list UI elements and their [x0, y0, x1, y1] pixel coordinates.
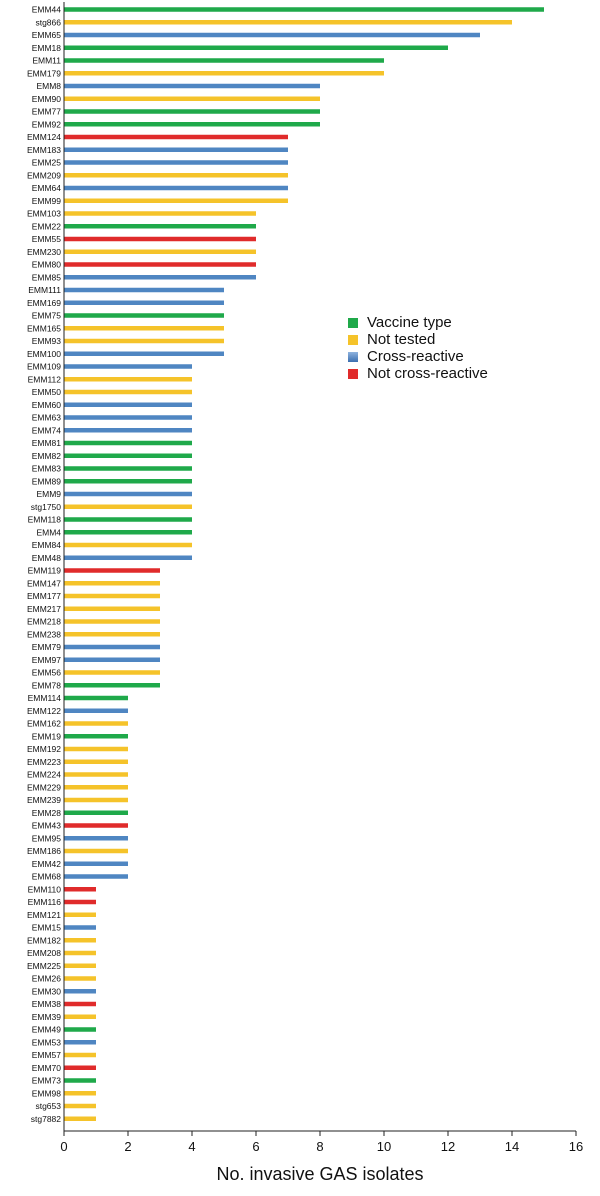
- x-tick-label-4: 4: [188, 1139, 196, 1154]
- category-label-emm83: EMM83: [31, 463, 61, 474]
- category-label-emm116: EMM116: [27, 897, 61, 907]
- category-label-emm230: EMM230: [26, 246, 61, 257]
- category-label-emm97: EMM97: [31, 654, 61, 665]
- bar-emm122: [64, 709, 128, 714]
- category-label-emm169: EMM169: [26, 297, 61, 308]
- category-label-emm183: EMM183: [26, 144, 61, 155]
- bar-emm114: [64, 696, 128, 701]
- x-tick-label-16: 16: [568, 1139, 584, 1154]
- bar-emm229: [64, 785, 128, 790]
- category-label-emm63: EMM63: [31, 412, 61, 423]
- category-label-emm56: EMM56: [31, 667, 61, 678]
- category-label-emm90: EMM90: [31, 93, 61, 104]
- category-label-emm162: EMM162: [26, 718, 61, 729]
- bar-stg653: [64, 1104, 96, 1109]
- bar-emm89: [64, 479, 192, 484]
- category-label-emm209: EMM209: [26, 170, 61, 181]
- bar-emm9: [64, 492, 192, 497]
- category-label-emm82: EMM82: [31, 450, 61, 461]
- category-label-emm48: EMM48: [31, 552, 61, 563]
- bar-emm79: [64, 645, 160, 650]
- category-label-emm122: EMM122: [26, 705, 61, 716]
- category-label-emm182: EMM182: [26, 935, 61, 946]
- bar-emm103: [64, 211, 256, 216]
- bar-emm60: [64, 403, 192, 408]
- category-labels: [27, 5, 61, 1124]
- bar-emm111: [64, 288, 224, 293]
- category-label-emm64: EMM64: [31, 183, 61, 193]
- legend-swatch-not-tested: [348, 335, 358, 345]
- category-label-emm124: EMM124: [26, 132, 61, 142]
- bar-emm49: [64, 1027, 96, 1032]
- bar-emm53: [64, 1040, 96, 1045]
- category-label-emm119: EMM119: [27, 565, 61, 576]
- bars-group: [64, 7, 544, 1121]
- bar-emm98: [64, 1091, 96, 1096]
- bar-emm78: [64, 683, 160, 688]
- category-label-emm218: EMM218: [26, 616, 61, 627]
- bar-emm169: [64, 301, 224, 306]
- category-label-emm26: EMM26: [31, 973, 61, 984]
- category-label-emm118: EMM118: [27, 514, 61, 525]
- x-tick-label-6: 6: [252, 1139, 260, 1154]
- legend-label-not-tested: Not tested: [367, 331, 436, 348]
- category-label-emm53: EMM53: [31, 1037, 61, 1048]
- category-label-emm217: EMM217: [26, 603, 61, 614]
- bar-emm30: [64, 989, 96, 994]
- category-label-emm8: EMM8: [36, 81, 61, 91]
- legend: [348, 314, 488, 382]
- bar-emm26: [64, 976, 96, 981]
- bar-emm75: [64, 313, 224, 318]
- bar-stg7882: [64, 1117, 96, 1122]
- category-label-emm239: EMM239: [26, 795, 61, 805]
- x-tick-label-2: 2: [124, 1139, 132, 1154]
- category-label-emm186: EMM186: [26, 846, 61, 856]
- category-label-emm225: EMM225: [26, 960, 61, 971]
- category-label-emm18: EMM18: [31, 42, 61, 53]
- bar-emm15: [64, 925, 96, 930]
- bar-emm65: [64, 33, 480, 38]
- bar-emm82: [64, 454, 192, 459]
- bar-emm217: [64, 607, 160, 612]
- category-label-emm49: EMM49: [31, 1024, 61, 1035]
- category-label-emm4: EMM4: [36, 527, 61, 538]
- category-label-emm77: EMM77: [31, 106, 61, 117]
- category-label-emm99: EMM99: [31, 195, 61, 206]
- legend-swatch-not-cross-reactive: [348, 369, 358, 379]
- x-tick-label-0: 0: [60, 1139, 68, 1154]
- bar-emm74: [64, 428, 192, 433]
- bar-emm22: [64, 224, 256, 229]
- category-label-emm38: EMM38: [31, 999, 61, 1009]
- bar-emm116: [64, 900, 96, 905]
- bar-emm99: [64, 199, 288, 204]
- bar-emm93: [64, 339, 224, 344]
- category-label-emm98: EMM98: [31, 1088, 61, 1099]
- bar-emm4: [64, 530, 192, 535]
- bar-emm8: [64, 84, 320, 89]
- category-label-emm208: EMM208: [26, 948, 61, 958]
- category-label-emm111: EMM111: [28, 285, 61, 295]
- bar-emm118: [64, 517, 192, 522]
- bar-emm19: [64, 734, 128, 739]
- category-label-emm43: EMM43: [31, 820, 61, 831]
- category-label-emm229: EMM229: [26, 782, 61, 793]
- bar-emm124: [64, 135, 288, 140]
- category-label-emm223: EMM223: [26, 756, 61, 767]
- category-label-emm79: EMM79: [31, 642, 61, 652]
- category-label-emm57: EMM57: [31, 1050, 61, 1060]
- legend-label-cross-reactive: Cross-reactive: [367, 348, 464, 365]
- bar-emm112: [64, 377, 192, 382]
- category-label-emm238: EMM238: [26, 629, 61, 640]
- bar-emm84: [64, 543, 192, 548]
- bar-emm11: [64, 58, 384, 63]
- bar-emm48: [64, 556, 192, 561]
- category-label-emm121: EMM121: [26, 909, 61, 920]
- category-label-emm44: EMM44: [31, 4, 61, 15]
- bar-emm56: [64, 670, 160, 675]
- category-label-emm177: EMM177: [26, 591, 61, 601]
- bar-emm165: [64, 326, 224, 331]
- bar-emm186: [64, 849, 128, 854]
- category-label-stg653: stg653: [35, 1101, 61, 1111]
- category-label-emm84: EMM84: [31, 540, 61, 550]
- category-label-emm22: EMM22: [31, 221, 61, 232]
- category-label-emm65: EMM65: [31, 30, 61, 40]
- legend-swatch-vaccine: [348, 318, 358, 328]
- category-label-emm112: EMM112: [27, 374, 61, 385]
- bar-emm39: [64, 1015, 96, 1020]
- bar-emm83: [64, 466, 192, 471]
- bar-emm92: [64, 122, 320, 127]
- category-label-stg866: stg866: [35, 17, 61, 28]
- legend-item-vaccine: [348, 314, 488, 331]
- bar-emm209: [64, 173, 288, 178]
- bar-emm223: [64, 760, 128, 765]
- bar-emm70: [64, 1066, 96, 1071]
- category-label-emm192: EMM192: [26, 744, 61, 754]
- bar-emm192: [64, 747, 128, 752]
- bar-stg866: [64, 20, 512, 25]
- category-label-emm39: EMM39: [31, 1011, 61, 1022]
- bar-emm225: [64, 964, 96, 969]
- bar-emm121: [64, 913, 96, 918]
- category-label-emm19: EMM19: [31, 731, 61, 742]
- bar-emm177: [64, 594, 160, 599]
- bar-emm218: [64, 619, 160, 624]
- legend-item-cross-reactive: [348, 348, 488, 365]
- category-label-emm9: EMM9: [36, 489, 61, 499]
- bar-emm97: [64, 658, 160, 663]
- bar-emm28: [64, 811, 128, 816]
- category-label-emm73: EMM73: [31, 1075, 61, 1086]
- bar-emm85: [64, 275, 256, 280]
- category-label-emm109: EMM109: [26, 361, 61, 372]
- category-label-emm100: EMM100: [26, 348, 61, 359]
- bar-emm55: [64, 237, 256, 242]
- category-label-emm15: EMM15: [31, 922, 61, 933]
- x-tick-label-14: 14: [504, 1139, 520, 1154]
- category-label-emm30: EMM30: [31, 986, 61, 997]
- bar-emm80: [64, 262, 256, 267]
- bar-emm18: [64, 46, 448, 51]
- x-tick-label-12: 12: [440, 1139, 456, 1154]
- category-label-emm95: EMM95: [31, 833, 61, 844]
- legend-item-not-tested: [348, 331, 488, 348]
- category-label-emm75: EMM75: [31, 310, 61, 321]
- legend-label-vaccine: Vaccine type: [367, 314, 452, 331]
- bar-emm95: [64, 836, 128, 841]
- bar-emm208: [64, 951, 96, 956]
- bar-emm109: [64, 364, 192, 369]
- category-label-emm85: EMM85: [31, 272, 61, 283]
- bar-emm73: [64, 1078, 96, 1083]
- bar-emm90: [64, 97, 320, 102]
- legend-swatch-cross-reactive: [348, 352, 358, 362]
- category-label-emm68: EMM68: [31, 871, 61, 882]
- category-label-emm92: EMM92: [31, 119, 61, 130]
- legend-label-not-cross-reactive: Not cross-reactive: [367, 365, 488, 382]
- x-tick-label-8: 8: [316, 1139, 324, 1154]
- category-label-emm103: EMM103: [26, 208, 61, 219]
- bar-emm81: [64, 441, 192, 446]
- category-label-emm78: EMM78: [31, 680, 61, 691]
- category-label-emm60: EMM60: [31, 399, 61, 410]
- category-label-emm70: EMM70: [31, 1062, 61, 1073]
- category-label-emm55: EMM55: [31, 234, 61, 244]
- bar-emm38: [64, 1002, 96, 1007]
- bar-emm44: [64, 7, 544, 12]
- bar-emm147: [64, 581, 160, 586]
- category-label-stg1750: stg1750: [30, 501, 61, 512]
- bar-emm64: [64, 186, 288, 191]
- bar-emm179: [64, 71, 384, 76]
- bar-emm183: [64, 148, 288, 153]
- bar-emm50: [64, 390, 192, 395]
- category-label-emm25: EMM25: [31, 157, 61, 168]
- category-label-emm179: EMM179: [26, 68, 61, 79]
- category-label-stg7882: stg7882: [30, 1113, 61, 1124]
- category-label-emm147: EMM147: [26, 578, 61, 589]
- category-label-emm80: EMM80: [31, 259, 61, 270]
- bar-emm239: [64, 798, 128, 803]
- category-label-emm74: EMM74: [31, 425, 61, 436]
- bar-emm224: [64, 772, 128, 777]
- bar-emm77: [64, 109, 320, 114]
- category-label-emm11: EMM11: [32, 55, 61, 66]
- category-label-emm114: EMM114: [27, 693, 61, 703]
- legend-item-not-cross-reactive: [348, 365, 488, 382]
- category-label-emm93: EMM93: [31, 336, 61, 346]
- bar-emm25: [64, 160, 288, 165]
- category-label-emm28: EMM28: [31, 807, 61, 818]
- category-label-emm81: EMM81: [31, 438, 61, 448]
- category-label-emm50: EMM50: [31, 387, 61, 397]
- bar-emm119: [64, 568, 160, 573]
- x-axis-title: No. invasive GAS isolates: [216, 1164, 424, 1184]
- bar-emm68: [64, 874, 128, 879]
- bar-emm110: [64, 887, 96, 892]
- bar-emm100: [64, 352, 224, 357]
- bar-stg1750: [64, 505, 192, 510]
- bar-emm43: [64, 823, 128, 828]
- category-label-emm89: EMM89: [31, 476, 61, 487]
- bar-emm162: [64, 721, 128, 726]
- category-label-emm224: EMM224: [26, 769, 61, 780]
- x-tick-label-10: 10: [376, 1139, 392, 1154]
- bar-emm42: [64, 862, 128, 867]
- bar-emm63: [64, 415, 192, 420]
- bar-emm182: [64, 938, 96, 943]
- category-label-emm165: EMM165: [26, 323, 61, 334]
- category-label-emm110: EMM110: [27, 884, 61, 895]
- bar-emm57: [64, 1053, 96, 1058]
- bar-emm230: [64, 250, 256, 255]
- bar-emm238: [64, 632, 160, 637]
- category-label-emm42: EMM42: [31, 858, 61, 869]
